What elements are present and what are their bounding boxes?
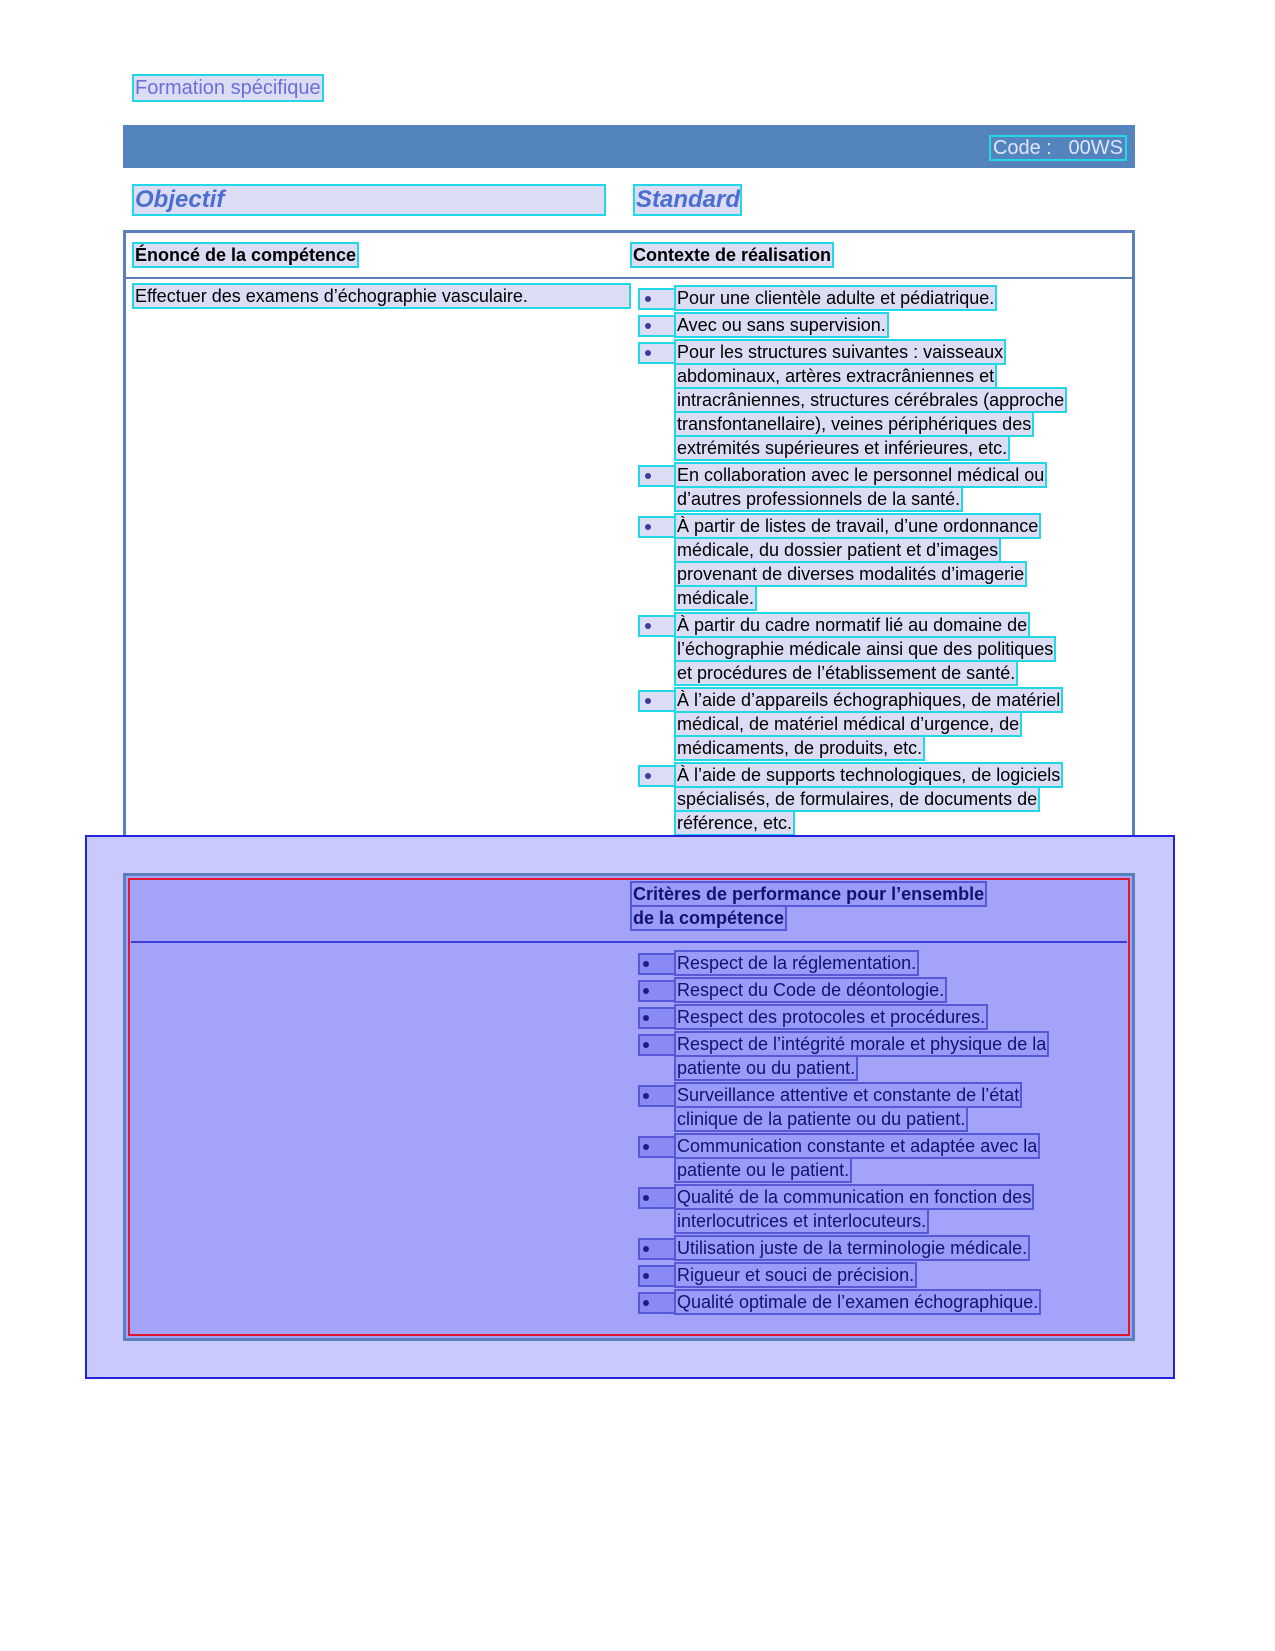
context-item-text: À l’aide de supports technologiques, de logiciels [677,765,1061,785]
criteria-item [640,952,1130,974]
bullet-icon [640,1189,674,1207]
criteria-item-text: interlocutrices et interlocuteurs. [677,1211,927,1231]
header-bar [123,125,1135,168]
criteria-item-text: Respect de l’intégrité morale et physique de la [677,1034,1047,1054]
context-item-text: médicaments, de produits, etc. [677,738,923,758]
criteria-item-text: Qualité de la communication en fonction des [677,1187,1032,1207]
criteria-item-text: clinique de la patiente ou du patient. [677,1109,966,1129]
bullet-icon [640,518,674,536]
criteria-item-text: Respect de la réglementation. [677,953,917,973]
context-item-text: d’autres professionnels de la santé. [677,489,961,509]
table-header-divider [126,277,1132,279]
context-item-text: spécialisés, de formulaires, de documents de [677,789,1038,809]
criteria-item [640,1006,1130,1028]
bullet-icon [640,982,674,1000]
bullet-icon [640,617,674,635]
objectif-heading: Objectif [134,186,604,214]
context-item-text: Avec ou sans supervision. [677,315,886,335]
bullet-icon [640,767,674,785]
statement-column-header: Énoncé de la compétence [135,245,357,265]
context-item-text: À l’aide d’appareils échographiques, de matériel [677,690,1061,710]
context-item-text: intracrâniennes, structures cérébrales (approche [677,390,1065,410]
context-item-text: médical, de matériel médical d’urgence, de [677,714,1020,734]
bullet-icon [640,1294,674,1312]
criteria-item [640,1084,1130,1130]
context-item [640,314,1130,336]
criteria-item [640,1186,1130,1232]
bullet-icon [640,1009,674,1027]
criteria-item [640,1135,1130,1181]
context-item-text: l’échographie médicale ainsi que des politiques [677,639,1054,659]
criteria-item-text: Utilisation juste de la terminologie médicale. [677,1238,1028,1258]
criteria-item-text: Respect du Code de déontologie. [677,980,945,1000]
context-column-header: Contexte de réalisation [633,245,832,265]
criteria-item-text: patiente ou le patient. [677,1160,850,1180]
context-item [640,464,1130,510]
criteria-item-text: Surveillance attentive et constante de l’état [677,1085,1020,1105]
bullet-icon [640,1240,674,1258]
bullet-icon [640,344,674,362]
bullet-icon [640,317,674,335]
context-item-text: En collaboration avec le personnel médical ou [677,465,1045,485]
context-item-text: médicale. [677,588,755,608]
bullet-icon [640,955,674,973]
context-item-text: abdominaux, artères extracrâniennes et [677,366,995,386]
context-list [640,287,1130,839]
criteria-item [640,979,1130,1001]
criteria-item-text: Communication constante et adaptée avec la [677,1136,1038,1156]
performance-header-line: de la compétence [633,908,785,928]
performance-header-divider [131,941,1127,943]
criteria-item-text: Qualité optimale de l’examen échographique. [677,1292,1039,1312]
standard-heading: Standard [636,186,741,213]
criteria-item-text: Respect des protocoles et procédures. [677,1007,986,1027]
context-item-text: Pour une clientèle adulte et pédiatrique. [677,288,995,308]
context-item [640,764,1130,834]
criteria-item [640,1264,1130,1286]
bullet-icon [640,467,674,485]
context-item [640,341,1130,459]
context-item [640,614,1130,684]
criteria-item [640,1033,1130,1079]
bullet-icon [640,692,674,710]
context-item-text: et procédures de l’établissement de santé. [677,663,1016,683]
bullet-icon [640,1138,674,1156]
performance-header [632,883,1122,931]
context-item-text: À partir du cadre normatif lié au domaine de [677,615,1028,635]
bullet-icon [640,1036,674,1054]
performance-header-line: Critères de performance pour l’ensemble [633,884,985,904]
context-item-text: Pour les structures suivantes : vaisseaux [677,342,1004,362]
context-item-text: transfontanellaire), veines périphériques des [677,414,1032,434]
criteria-item [640,1291,1130,1313]
bullet-icon [640,1267,674,1285]
context-item [640,287,1130,309]
context-item-text: médicale, du dossier patient et d’images [677,540,999,560]
competency-code: Code : 00WS [992,137,1123,159]
context-item-text: provenant de diverses modalités d’imagerie [677,564,1025,584]
criteria-item [640,1237,1130,1259]
context-item-text: À partir de listes de travail, d’une ordonnance [677,516,1039,536]
context-item-text: extrémités supérieures et inférieures, etc. [677,438,1008,458]
criteria-item-text: patiente ou du patient. [677,1058,856,1078]
context-item-text: référence, etc. [677,813,793,833]
criteria-item-text: Rigueur et souci de précision. [677,1265,915,1285]
bullet-icon [640,290,674,308]
competence-statement: Effectuer des examens d’échographie vasculaire. [134,285,629,307]
context-item [640,689,1130,759]
document-section-label: Formation spécifique [135,77,321,99]
context-item [640,515,1130,609]
criteria-list [640,952,1130,1318]
bullet-icon [640,1087,674,1105]
